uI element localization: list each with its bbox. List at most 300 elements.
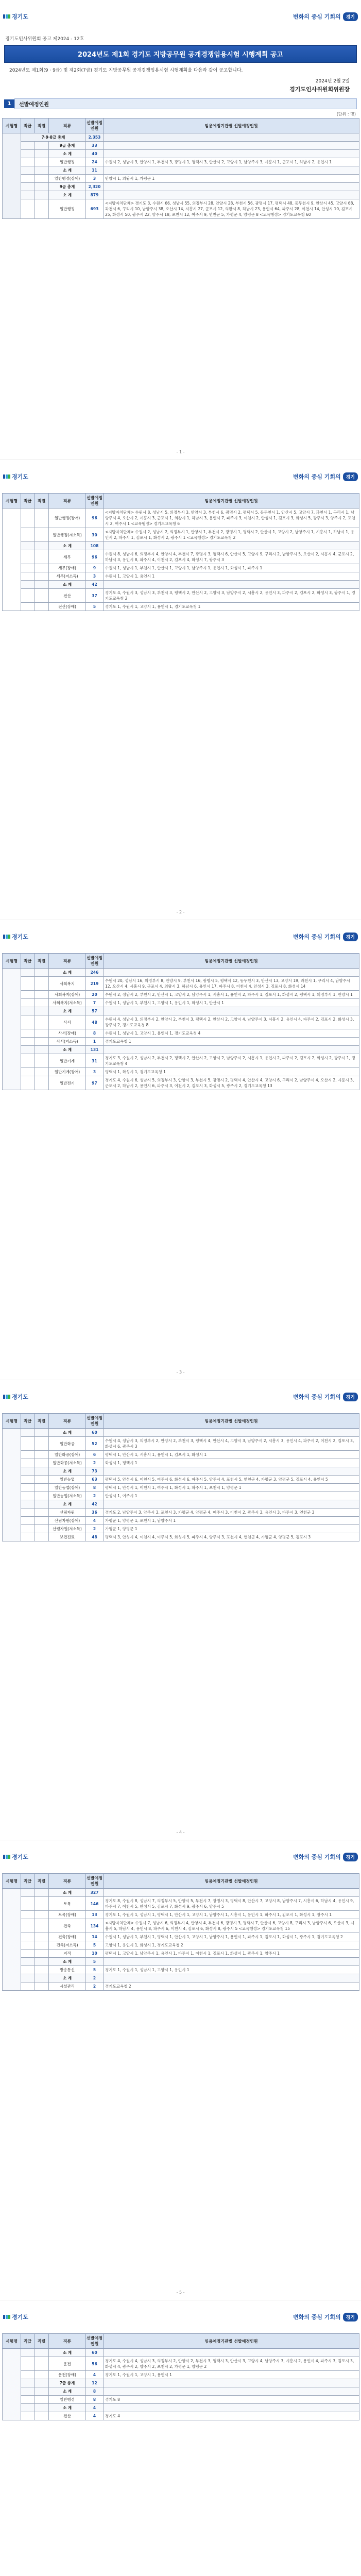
col-series: 직렬 [35, 118, 49, 133]
count-cell: 8 [86, 1484, 104, 1492]
agency-cell: 평택시 5, 안성시 6, 이천시 5, 여주시 6, 화성시 6, 파주시 5, 양주시 4, 포천시 5, 연천군 4, 가평군 3, 양평군 5, 김포시 4, 용인시 5 [104, 1476, 359, 1484]
agency-cell: 안성시 1, 여주시 1 [104, 1492, 359, 1500]
agency-cell: 경기도교육청 2 [104, 1982, 359, 1991]
table-row [3, 1919, 359, 1933]
grade-cell [21, 999, 35, 1007]
series-cell [35, 1054, 49, 1068]
class-cell: 소 계 [49, 1974, 86, 1982]
table-row [3, 589, 359, 603]
count-cell: 63 [86, 1476, 104, 1484]
series-cell [35, 1476, 49, 1484]
agency-cell [104, 1974, 359, 1982]
col-grade: 직급 [21, 954, 35, 969]
series-cell [35, 999, 49, 1007]
agency-cell: 경기도 1, 수원시 1, 성남시 1, 고양시 1, 용인시 1 [104, 1966, 359, 1974]
agency-cell: 수원시 20, 성남시 16, 의정부시 8, 안양시 9, 부천시 16, 광명시 5, 평택시 12, 동두천시 3, 안산시 13, 고양시 19, 과천시 1, 구리시 4, 남양주시 12, 오산시 4, 시흥시 9, 군포시 4, 의왕시 3, 하남시 6, 용인시 17, 파주시 8, 이천시 4, 안성시 3, 김포시 8, 화성시 14 [104, 977, 359, 991]
document-page [0, 0, 361, 460]
page-header [2, 460, 359, 493]
class-cell: 일반농업(장애) [49, 1484, 86, 1492]
col-class: 직류 [49, 118, 86, 133]
agency-cell: <지방자치단체> 수원시 7, 성남시 6, 의정부시 4, 안양시 4, 부천시 6, 광명시 3, 평택시 7, 안산시 6, 고양시 8, 구리시 3, 남양주시 6, 오산시 3, 시흥시 5, 하남시 4, 용인시 8, 파주시 6, 이천시 4, 김포시 6, 화성시 8, 광주시 5 <교육행정> 경기도교육청 15 [104, 1919, 359, 1933]
announce-date: 2024년 2월 2일 [315, 79, 350, 84]
class-cell: 산림자원(장애) [49, 1517, 86, 1525]
agency-cell [104, 1046, 359, 1054]
count-cell: 6 [86, 1451, 104, 1459]
agency-cell: 수원시 8, 성남시 6, 의정부시 4, 안양시 4, 부천시 7, 광명시 3, 평택시 6, 안산시 5, 고양시 9, 구리시 2, 남양주시 5, 오산시 2, 시흥시 4, 군포시 2, 하남시 3, 용인시 8, 파주시 4, 이천시 2, 김포시 4, 화성시 7, 광주시 3 [104, 550, 359, 564]
agency-cell: <지방자치단체> 수원시 2, 성남시 2, 의정부시 1, 안양시 1, 부천시 2, 광명시 1, 평택시 2, 안산시 1, 고양시 2, 남양주시 1, 시흥시 1, 하남시 1, 용인시 2, 파주시 1, 김포시 1, 화성시 2, 광주시 1 <교육행정> 경기도교육청 2 [104, 528, 359, 542]
series-cell [35, 1982, 49, 1991]
class-cell: 일반화공(저소득) [49, 1459, 86, 1467]
slogan [293, 12, 358, 21]
agency-cell: 평택시 1, 화성시 1, 경기도교육청 1 [104, 1068, 359, 1076]
section-number: 1 [4, 99, 14, 108]
grade-cell [21, 1533, 35, 1541]
col-count: 선발예정인원 [86, 954, 104, 969]
page-header [2, 920, 359, 953]
class-cell: 세무 [49, 550, 86, 564]
table-row [3, 1966, 359, 1974]
gyeonggi-logo [3, 933, 28, 941]
series-cell [35, 1517, 49, 1525]
series-cell [35, 1941, 49, 1950]
grade-cell [21, 969, 35, 977]
series-cell [35, 509, 49, 528]
class-cell: 소 계 [49, 191, 86, 199]
logo-text: 경기도 [12, 1394, 28, 1400]
col-count: 선발예정인원 [86, 494, 104, 509]
col-agency: 임용예정기관별 선발예정인원 [104, 494, 359, 509]
slogan-badge: 경기 [343, 2313, 358, 2321]
page-header [2, 2300, 359, 2333]
agency-cell: <지방자치단체> 수원시 8, 성남시 5, 의정부시 3, 안양시 3, 부천시 6, 광명시 2, 평택시 5, 동두천시 1, 안산시 5, 고양시 7, 과천시 1, 구리시 1, 남양주시 4, 오산시 2, 시흥시 3, 군포시 1, 의왕시 1, 하남시 3, 용인시 7, 파주시 3, 이천시 2, 안성시 1, 김포시 3, 화성시 5, 광주시 3, 양주시 2, 포천시 2, 여주시 1 <교육행정> 경기도교육청 6 [104, 509, 359, 528]
count-cell: 134 [86, 1919, 104, 1933]
table-row [3, 175, 359, 183]
series-cell [35, 542, 49, 550]
class-cell: 소 계 [49, 1500, 86, 1509]
table-row [3, 1500, 359, 1509]
count-cell: 30 [86, 528, 104, 542]
table-row [3, 969, 359, 977]
table-row [3, 199, 359, 219]
agency-cell: 수원시 1, 성남시 1, 부천시 1, 안산시 1, 고양시 1, 남양주시 1, 용인시 1, 화성시 1, 파주시 1 [104, 564, 359, 572]
series-cell [35, 1933, 49, 1941]
agency-cell: 경기도 1, 수원시 1, 고양시 1, 용인시 1 [104, 2371, 359, 2379]
count-cell: 219 [86, 977, 104, 991]
gyeonggi-logo [3, 472, 28, 481]
count-cell: 36 [86, 1509, 104, 1517]
class-cell: 일반기계(장애) [49, 1068, 86, 1076]
count-cell: 2 [86, 1492, 104, 1500]
agency-cell [104, 133, 359, 142]
class-cell: 건축(장애) [49, 1933, 86, 1941]
slogan [293, 472, 358, 481]
page-header [2, 1380, 359, 1413]
col-exam: 시험명 [3, 118, 21, 133]
count-cell: 1 [86, 1038, 104, 1046]
col-series: 직렬 [35, 1874, 49, 1889]
agency-cell [104, 183, 359, 191]
class-cell: 일반화공 [49, 1437, 86, 1451]
col-class: 직류 [49, 1414, 86, 1429]
grade-cell [21, 1429, 35, 1437]
count-cell: 5 [86, 603, 104, 611]
table-row [3, 509, 359, 528]
table-row [3, 166, 359, 175]
agency-cell: 수원시 2, 성남시 2, 부천시 2, 안산시 1, 고양시 2, 남양주시 1, 시흥시 1, 용인시 2, 파주시 1, 김포시 1, 화성시 2, 평택시 1, 의정부시 1, 안양시 1 [104, 991, 359, 999]
series-cell [35, 1459, 49, 1467]
class-cell: 방송통신 [49, 1966, 86, 1974]
selection-table [2, 1873, 359, 1991]
agency-cell [104, 1429, 359, 1437]
count-cell: 97 [86, 1076, 104, 1090]
count-cell: 14 [86, 1933, 104, 1941]
count-cell: 2 [86, 1974, 104, 1982]
series-cell [35, 1038, 49, 1046]
grade-cell [21, 1509, 35, 1517]
series-cell [35, 166, 49, 175]
grade-cell [21, 564, 35, 572]
slogan-badge: 경기 [343, 933, 358, 941]
table-row [3, 1509, 359, 1517]
series-cell [35, 1015, 49, 1029]
count-cell: 42 [86, 1500, 104, 1509]
slogan-text: 변화의 중심 기회의 [293, 473, 341, 480]
count-cell: 96 [86, 550, 104, 564]
class-cell: 사회복지(저소득) [49, 999, 86, 1007]
table-row [3, 2396, 359, 2404]
table-row [3, 2412, 359, 2420]
class-cell: 소 계 [49, 150, 86, 158]
class-cell: 소 계 [49, 1958, 86, 1966]
grade-cell [21, 1054, 35, 1068]
grade-cell [21, 1974, 35, 1982]
table-row [3, 581, 359, 589]
table-header-row [3, 1414, 359, 1429]
table-row [3, 528, 359, 542]
table-header-row [3, 2334, 359, 2349]
count-cell: 20 [86, 991, 104, 999]
count-cell: 73 [86, 1467, 104, 1476]
series-cell [35, 2379, 49, 2387]
agency-cell [104, 1007, 359, 1015]
class-cell: 사회복지(장애) [49, 991, 86, 999]
agency-cell: 경기도 4, 수원시 3, 성남시 3, 부천시 3, 평택시 2, 안산시 2, 고양시 3, 남양주시 2, 시흥시 2, 용인시 3, 파주시 2, 김포시 2, 화성시 3, 광주시 1, 경기도교육청 2 [104, 589, 359, 603]
count-cell: 3 [86, 572, 104, 581]
agency-cell [104, 1467, 359, 1476]
col-series: 직렬 [35, 1414, 49, 1429]
count-cell: 48 [86, 1533, 104, 1541]
table-row [3, 2349, 359, 2357]
col-grade: 직급 [21, 1414, 35, 1429]
grade-cell [21, 1076, 35, 1090]
table-row [3, 1476, 359, 1484]
table-row [3, 542, 359, 550]
table-row [3, 550, 359, 564]
logo-mark-icon [3, 474, 10, 479]
grade-cell [21, 1007, 35, 1015]
count-cell: 5 [86, 1958, 104, 1966]
col-series: 직렬 [35, 494, 49, 509]
grade-cell [21, 977, 35, 991]
grade-cell [21, 1517, 35, 1525]
col-agency: 임용예정기관별 선발예정인원 [104, 1414, 359, 1429]
agency-cell: 안양시 1, 의왕시 1, 가평군 1 [104, 175, 359, 183]
exam-name-cell [3, 2349, 21, 2420]
table-row [3, 158, 359, 166]
col-count: 선발예정인원 [86, 1874, 104, 1889]
class-cell: 토목 [49, 1897, 86, 1911]
slogan-text: 변화의 중심 기회의 [293, 934, 341, 940]
section-title: 선발예정인원 [14, 98, 357, 109]
class-cell: 소 계 [49, 1007, 86, 1015]
col-series: 직렬 [35, 954, 49, 969]
count-cell: 3 [86, 175, 104, 183]
table-row [3, 2357, 359, 2371]
agency-cell: 수원시 4, 성남시 3, 의정부시 2, 안양시 2, 부천시 3, 평택시 4, 안산시 4, 고양시 3, 남양주시 2, 시흥시 3, 용인시 4, 파주시 2, 이천시 2, 김포시 3, 화성시 6, 광주시 3 [104, 1437, 359, 1451]
class-cell: 건축(저소득) [49, 1941, 86, 1950]
grade-cell [21, 1941, 35, 1950]
col-count: 선발예정인원 [86, 2334, 104, 2349]
document-page [0, 920, 361, 1380]
class-cell: 일반농업 [49, 1476, 86, 1484]
slogan [293, 2313, 358, 2321]
count-cell: 2 [86, 1982, 104, 1991]
exam-name-cell [3, 1889, 21, 1991]
col-agency: 임용예정기관별 선발예정인원 [104, 954, 359, 969]
count-cell: 2,320 [86, 183, 104, 191]
row-label: 7·9·8급 총계 [21, 133, 86, 142]
series-cell [35, 1492, 49, 1500]
table-row [3, 999, 359, 1007]
table-row [3, 1007, 359, 1015]
count-cell: 24 [86, 158, 104, 166]
document-page [0, 1380, 361, 1840]
series-cell [35, 1484, 49, 1492]
count-cell: 10 [86, 1950, 104, 1958]
agency-cell: 수원시 1, 성남시 1, 부천시 1, 평택시 1, 안산시 1, 고양시 1, 남양주시 1, 용인시 1, 파주시 1, 김포시 1, 화성시 1, 광주시 1, 경기도교육청 2 [104, 1933, 359, 1941]
col-agency: 임용예정기관별 선발예정인원 [104, 2334, 359, 2349]
grade-cell [21, 1437, 35, 1451]
count-cell: 96 [86, 509, 104, 528]
grade-cell [21, 1966, 35, 1974]
series-cell [35, 564, 49, 572]
col-agency: 임용예정기관별 선발예정인원 [104, 118, 359, 133]
series-cell [35, 175, 49, 183]
agency-cell: 가평군 1, 양평군 1, 포천시 1, 남양주시 1 [104, 1517, 359, 1525]
table-row [3, 1533, 359, 1541]
table-row [3, 133, 359, 142]
col-class: 직류 [49, 494, 86, 509]
slogan-text: 변화의 중심 기회의 [293, 13, 341, 20]
table-row [3, 183, 359, 191]
page-number: - 1 - [176, 450, 185, 454]
agency-cell: 화성시 1, 평택시 1 [104, 1459, 359, 1467]
table-row [3, 1467, 359, 1476]
table-row [3, 142, 359, 150]
grade-cell [21, 572, 35, 581]
col-class: 직류 [49, 954, 86, 969]
count-cell: 13 [86, 1911, 104, 1919]
table-row [3, 1046, 359, 1054]
col-agency: 임용예정기관별 선발예정인원 [104, 1874, 359, 1889]
agency-cell [104, 2387, 359, 2396]
agency-cell [104, 2349, 359, 2357]
agency-cell: 경기도 4, 수원시 6, 성남시 5, 의정부시 3, 안양시 3, 부천시 5, 광명시 2, 평택시 4, 안산시 4, 고양시 6, 구리시 2, 남양주시 4, 오산시 2, 시흥시 3, 군포시 2, 하남시 2, 용인시 6, 파주시 3, 이천시 2, 김포시 3, 화성시 5, 광주시 2, 경기도교육청 13 [104, 1076, 359, 1090]
slogan-badge: 경기 [343, 1393, 358, 1401]
document-page [0, 2300, 361, 2576]
count-cell: 4 [86, 2412, 104, 2420]
class-cell: 건축 [49, 1919, 86, 1933]
logo-text: 경기도 [12, 473, 28, 480]
agency-cell: 수원시 4, 성남시 3, 의정부시 2, 안양시 2, 부천시 3, 평택시 2, 안산시 2, 고양시 4, 남양주시 3, 시흥시 2, 용인시 4, 파주시 2, 김포시 2, 화성시 3, 광주시 2, 경기도교육청 8 [104, 1015, 359, 1029]
section-heading [4, 98, 357, 109]
agency-cell: 수원시 2, 성남시 3, 안양시 1, 부천시 3, 광명시 1, 평택시 3, 안산시 2, 고양시 1, 남양주시 3, 시흥시 1, 군포시 1, 하남시 2, 용인시 1 [104, 158, 359, 166]
agency-cell [104, 969, 359, 977]
count-cell: 327 [86, 1889, 104, 1897]
grade-cell [21, 2387, 35, 2396]
grade-cell [21, 2412, 35, 2420]
table-row [3, 1015, 359, 1029]
document-page [0, 1840, 361, 2300]
logo-mark-icon [3, 2315, 10, 2319]
table-row [3, 1517, 359, 1525]
agency-cell: 평택시 1, 고양시 1, 남양주시 1, 용인시 1, 파주시 1, 이천시 1, 김포시 1, 화성시 1, 광주시 1, 양주시 1 [104, 1950, 359, 1958]
table-row [3, 1982, 359, 1991]
class-cell: 7급 총계 [49, 2379, 86, 2387]
class-cell: 일반전기 [49, 1076, 86, 1090]
grade-cell [21, 1476, 35, 1484]
count-cell: 246 [86, 969, 104, 977]
class-cell: 소 계 [49, 1429, 86, 1437]
count-cell: 56 [86, 2357, 104, 2371]
table-row [3, 2404, 359, 2412]
grade-cell [21, 2404, 35, 2412]
series-cell [35, 1533, 49, 1541]
grade-cell [21, 2357, 35, 2371]
grade-cell [21, 166, 35, 175]
grade-cell [21, 1038, 35, 1046]
agency-cell: 경기도 8 [104, 2396, 359, 2404]
class-cell: 소 계 [49, 1467, 86, 1476]
table-row [3, 564, 359, 572]
grade-cell [21, 991, 35, 999]
series-cell [35, 183, 49, 191]
count-cell: 31 [86, 1054, 104, 1068]
count-cell: 108 [86, 542, 104, 550]
agency-cell: 경기도 4 [104, 2412, 359, 2420]
agency-cell: 수원시 1, 성남시 1, 고양시 1, 용인시 1, 경기도교육청 4 [104, 1029, 359, 1038]
count-cell: 5 [86, 1941, 104, 1950]
series-cell [35, 1429, 49, 1437]
table-header-row [3, 954, 359, 969]
count-cell: 11 [86, 166, 104, 175]
series-cell [35, 2371, 49, 2379]
class-cell: 소 계 [49, 2404, 86, 2412]
series-cell [35, 199, 49, 219]
class-cell: 보건진료 [49, 1533, 86, 1541]
col-grade: 직급 [21, 118, 35, 133]
exam-name-cell [3, 509, 21, 611]
table-row [3, 2387, 359, 2396]
agency-cell: 수원시 1, 성남시 1, 부천시 1, 고양시 1, 용인시 1, 화성시 1, 안산시 1 [104, 999, 359, 1007]
series-cell [35, 581, 49, 589]
grade-cell [21, 2396, 35, 2404]
agency-cell [104, 166, 359, 175]
count-cell: 40 [86, 150, 104, 158]
logo-mark-icon [3, 1855, 10, 1859]
agency-cell [104, 150, 359, 158]
class-cell: 일반행정 [49, 2396, 86, 2404]
document-page [0, 460, 361, 920]
series-cell [35, 1076, 49, 1090]
table-row [3, 1068, 359, 1076]
table-row [3, 1950, 359, 1958]
grade-cell [21, 550, 35, 564]
grade-cell [21, 191, 35, 199]
grade-cell [21, 2379, 35, 2387]
col-series: 직렬 [35, 2334, 49, 2349]
slogan-text: 변화의 중심 기회의 [293, 1854, 341, 1860]
count-cell: 146 [86, 1897, 104, 1911]
class-cell: 소 계 [49, 1046, 86, 1054]
selection-table [2, 1413, 359, 1541]
series-cell [35, 528, 49, 542]
slogan-text: 변화의 중심 기회의 [293, 1394, 341, 1400]
table-row [3, 1941, 359, 1950]
table-row [3, 977, 359, 991]
exam-name-cell [3, 133, 21, 219]
table-row [3, 1958, 359, 1966]
class-cell: 전산(장애) [49, 603, 86, 611]
gyeonggi-logo [3, 2313, 28, 2321]
intro-text: 2024년도 제1회(9 · 9급) 및 제2회(7급) 경기도 지방공무원 공개경쟁임용시험 시행계획을 다음과 같이 공고합니다. [9, 68, 243, 73]
table-row [3, 150, 359, 158]
count-cell: 5 [86, 1966, 104, 1974]
class-cell: 산림자원(저소득) [49, 1525, 86, 1533]
series-cell [35, 550, 49, 564]
gyeonggi-logo [3, 1853, 28, 1861]
agency-cell [104, 1500, 359, 1509]
agency-cell [104, 1889, 359, 1897]
table-row [3, 1029, 359, 1038]
grade-cell [21, 1467, 35, 1476]
count-cell: 37 [86, 589, 104, 603]
grade-cell [21, 2349, 35, 2357]
count-cell: 52 [86, 1437, 104, 1451]
grade-cell [21, 1492, 35, 1500]
class-cell: 세무(장애) [49, 564, 86, 572]
col-exam: 시험명 [3, 1414, 21, 1429]
page-header [2, 1840, 359, 1873]
count-cell: 3 [86, 1068, 104, 1076]
series-cell [35, 150, 49, 158]
grade-cell [21, 1889, 35, 1897]
series-cell [35, 589, 49, 603]
agency-cell: <지방자치단체> 경기도 3, 수원시 66, 성남시 55, 의정부시 28, 안양시 28, 부천시 56, 광명시 17, 평택시 48, 동두천시 9, 안산시 45, 고양시 68, 과천시 6, 구리시 10, 남양주시 38, 오산시 14, 시흥시 27, 군포시 12, 의왕시 8, 하남시 23, 용인시 64, 파주시 28, 이천시 14, 안성시 10, 김포시 25, 화성시 50, 광주시 22, 양주시 18, 포천시 12, 여주시 9, 연천군 5, 가평군 4, 양평군 8 <교육행정> 경기도교육청 60 [104, 199, 359, 219]
table-row [3, 1933, 359, 1941]
class-cell: 9급 총계 [49, 183, 86, 191]
agency-cell: 경기도 2, 남양주시 3, 양주시 3, 포천시 3, 가평군 4, 양평군 4, 여주시 3, 이천시 2, 광주시 3, 용인시 3, 파주시 3, 연천군 3 [104, 1509, 359, 1517]
series-cell [35, 1897, 49, 1911]
logo-text: 경기도 [12, 934, 28, 940]
page-number: - 4 - [176, 1830, 185, 1835]
grade-cell [21, 1950, 35, 1958]
agency-cell: 가평군 1, 양평군 1 [104, 1525, 359, 1533]
table-row [3, 2371, 359, 2379]
grade-cell [21, 542, 35, 550]
selection-table [2, 493, 359, 611]
table-row [3, 1451, 359, 1459]
